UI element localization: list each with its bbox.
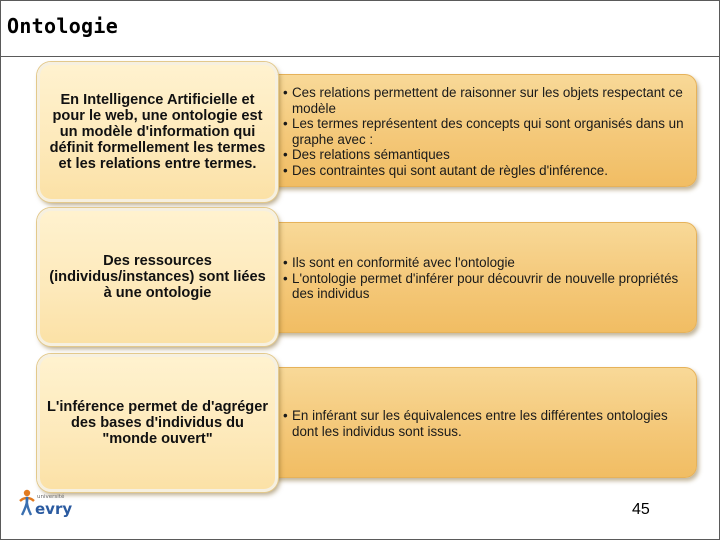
bullet-item: • Les termes représentent des concepts qui sont organisés dans un graphe avec :: [283, 116, 684, 147]
title-divider: [0, 56, 720, 57]
bullet-item: • Des relations sémantiques: [283, 147, 684, 163]
row-3-concept-box: [37, 354, 278, 492]
bullet-item: • Ces relations permettent de raisonner sur les objets respectant ce modèle: [283, 85, 684, 116]
logo-small-text: université: [37, 494, 65, 500]
bullet-item: • Des contraintes qui sont autant de règles d'inférence.: [283, 163, 684, 179]
row-2-bullet-list: [283, 255, 684, 302]
bullet-item: • En inférant sur les équivalences entre les différentes ontologies dont les individus sont issus.: [283, 408, 684, 439]
row-2-concept-box: [37, 208, 278, 346]
row-1-bullet-list: [283, 85, 684, 178]
row-2-details-box: [258, 222, 697, 333]
row-2-concept-text: Des ressources (individus/instances) sont liées à une ontologie: [49, 253, 266, 301]
row-3-bullet-list: [283, 408, 684, 439]
row-1-details-box: [258, 74, 697, 187]
row-3-concept-text: L'inférence permet de d'agréger des bases d'individus du "monde ouvert": [46, 399, 269, 447]
row-3-details-box: [258, 367, 697, 478]
row-1-concept-box: [37, 62, 278, 202]
bullet-item: • L'ontologie permet d'inférer pour découvrir de nouvelle propriétés des individus: [283, 271, 684, 302]
page-number: 45: [632, 501, 650, 518]
row-1-concept-text: En Intelligence Artificielle et pour le web, une ontologie est un modèle d'information qui définit formellement les termes et les relations entre termes.: [49, 92, 266, 172]
evry-logo-icon: [16, 487, 72, 523]
university-evry-logo: [16, 487, 72, 523]
bullet-item: • Ils sont en conformité avec l'ontologie: [283, 255, 684, 271]
slide-title: Ontologie: [7, 14, 119, 38]
logo-name: evry: [35, 500, 72, 518]
